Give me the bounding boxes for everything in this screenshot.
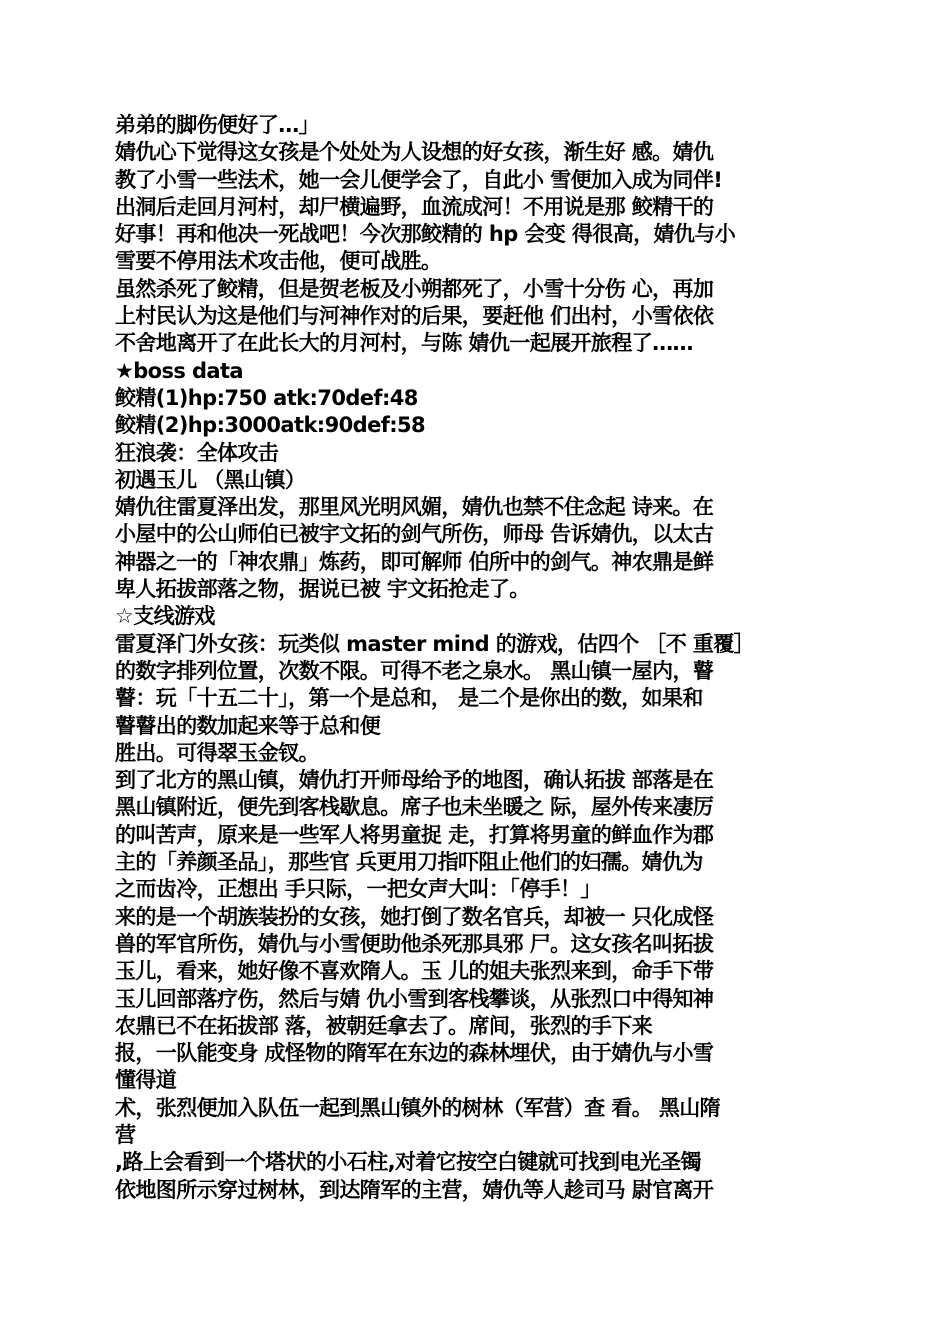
text-line: 虽然杀死了鲛精，但是贺老板及小朔都死了，小雪十分伤 心，再加 — [115, 276, 714, 301]
text-line: 农鼎已不在拓拔部 落，被朝廷拿去了。席间，张烈的手下来 — [115, 1013, 653, 1038]
text-line: 雪要不停用法术攻击他，便可战胜。 — [115, 249, 442, 274]
text-line: 弟弟的脚伤便好了…」 — [115, 113, 319, 137]
text-line: 营 — [115, 1122, 136, 1147]
text-line: 不舍地离开了在此长大的月河村，与陈 婧仇一起展开旅程了…… — [115, 331, 693, 356]
text-line: 兽的军官所伤，婧仇与小雪便助他杀死那具邪 尸。这女孩名叫拓拔 — [115, 931, 714, 956]
text-line: 的叫苦声，原来是一些军人将男童捉 走，打算将男童的鲜血作为郡 — [115, 822, 714, 847]
text-line: 懂得道 — [115, 1068, 177, 1093]
text-line: 到了北方的黑山镇，婧仇打开师母给予的地图，确认拓拔 部落是在 — [115, 768, 714, 793]
text-line: 胜出。可得翠玉金钗。 — [115, 740, 319, 765]
text-line: 小屋中的公山师伯已被宇文拓的剑气所伤，师母 告诉婧仇，以太古 — [115, 522, 714, 547]
text-line: 婧仇往雷夏泽出发，那里风光明风媚，婧仇也禁不住念起 诗来。在 — [115, 495, 714, 520]
text-line: 神器之一的「神农鼎」炼药，即可解师 伯所中的剑气。神农鼎是鲜 — [115, 549, 714, 574]
text-line: 雷夏泽门外女孩：玩类似 master mind 的游戏，估四个 ［不 重覆］ — [115, 631, 755, 656]
text-line: 玉儿回部落疗伤，然后与婧 仇小雪到客栈攀谈，从张烈口中得知神 — [115, 986, 714, 1011]
text-line: 之而齿冷，正想出 手只际，一把女声大叫：「停手！」 — [115, 877, 601, 902]
text-line: 卑人拓拔部落之物，据说已被 宇文拓抢走了。 — [115, 577, 530, 602]
text-line: 婧仇心下觉得这女孩是个处处为人设想的好女孩，渐生好 感。婧仇 — [115, 140, 714, 165]
text-line: 来的是一个胡族装扮的女孩，她打倒了数名官兵，却被一 只化成怪 — [115, 904, 714, 929]
text-line: 黑山镇附近，便先到客栈歇息。席子也未坐暖之 际，屋外传来凄厉 — [115, 795, 714, 820]
section-heading: 初遇玉儿 （黑山镇） — [115, 467, 306, 492]
text-line: 好事！再和他决一死战吧！今次那鲛精的 hp 会变 得很高，婧仇与小 — [115, 222, 736, 247]
text-line: 玉儿，看来，她好像不喜欢隋人。玉 儿的姐夫张烈来到，命手下带 — [115, 959, 714, 984]
text-line: 出洞后走回月河村，却尸横遍野，血流成河！不用说是那 鲛精干的 — [115, 194, 714, 219]
side-quest-heading: ☆支线游戏 — [115, 604, 215, 629]
text-line: 上村民认为这是他们与河神作对的后果，要赶他 们出村，小雪依依 — [115, 304, 714, 329]
boss-stat-line: 鲛精(1)hp:750 atk:70def:48 — [115, 385, 418, 410]
text-line: 教了小雪一些法术，她一会儿便学会了，自此小 雪便加入成为同伴! — [115, 167, 723, 192]
text-line: 主的「养颜圣品」，那些官 兵更用刀指吓阻止他们的妇孺。婧仇为 — [115, 850, 703, 875]
text-line: 的数字排列位置，次数不限。可得不老之泉水。 黑山镇一屋内，瞽 — [115, 658, 714, 683]
text-line: 瞽：玩「十五二十」，第一个是总和， 是二个是你出的数，如果和 — [115, 686, 703, 711]
text-line: ,路上会看到一个塔状的小石柱,对着它按空白键就可找到电光圣镯 — [115, 1150, 701, 1175]
boss-data-heading: ★boss data — [115, 358, 244, 383]
text-line: 瞽瞽出的数加起来等于总和便 — [115, 713, 381, 738]
document-page — [115, 112, 835, 1204]
text-line: 报，一队能变身 成怪物的隋军在东边的森林埋伏，由于婧仇与小雪 — [115, 1041, 714, 1066]
text-line: 术，张烈便加入队伍一起到黑山镇外的树林（军营）查 看。 黑山隋 — [115, 1095, 721, 1120]
boss-stat-line: 鲛精(2)hp:3000atk:90def:58 — [115, 413, 426, 438]
text-line: 依地图所示穿过树林，到达隋军的主营，婧仇等人趁司马 尉官离开 — [115, 1177, 714, 1202]
boss-skill-line: 狂浪袭：全体攻击 — [115, 440, 279, 465]
